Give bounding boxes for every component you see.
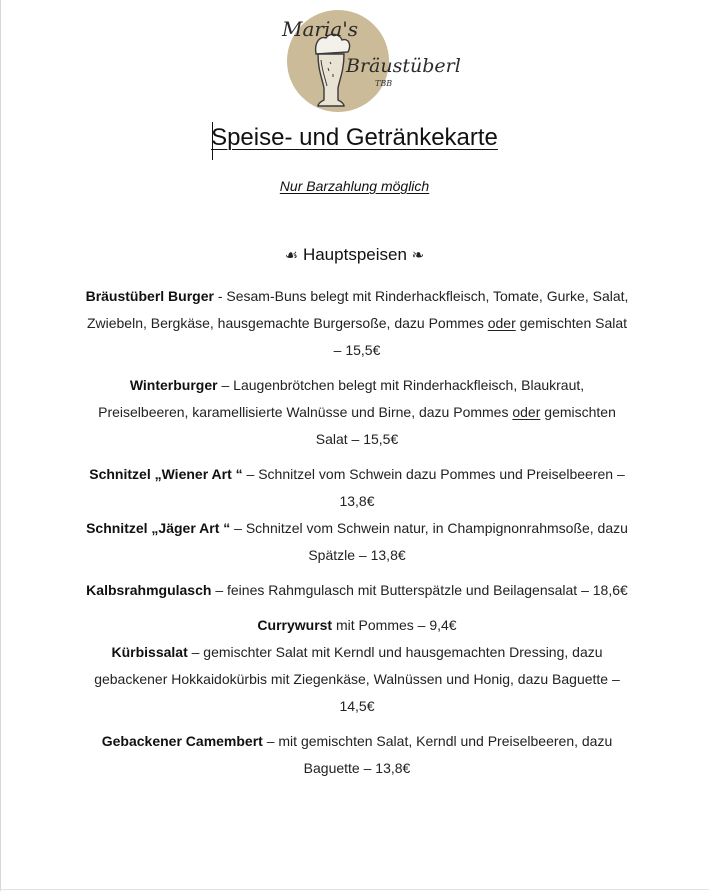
menu-item-name: Schnitzel „Wiener Art “: [89, 466, 243, 482]
page-title: [0, 124, 709, 152]
menu-item-desc: - Sesam-Buns belegt mit Rinderhackfleisch, Tomate, Gurke, Salat, Zwiebeln, Bergkäse, hausgemachte Burgersoße, dazu Pommes: [86, 288, 629, 331]
menu-item-name: Schnitzel „Jäger Art “: [86, 520, 231, 536]
menu-item-desc: mit Pommes – 9,4€: [332, 617, 457, 633]
menu-item-currywurst: [84, 612, 630, 639]
menu-item-desc: – Schnitzel vom Schwein natur, in Champignonrahmsoße, dazu Spätzle – 13,8€: [230, 520, 628, 563]
menu-item-desc-end: gemischten Salat – 15,5€: [315, 404, 616, 447]
menu-item-desc: – Laugenbrötchen belegt mit Rinderhackfleisch, Blaukraut, Preiselbeeren, karamellisierte Walnüsse und Birne, dazu Pommes: [98, 377, 585, 420]
ornament-right-icon: ❧: [411, 247, 425, 264]
payment-note-text: Nur Barzahlung möglich: [279, 178, 430, 194]
menu-item-name: Kalbsrahmgulasch: [86, 582, 212, 598]
menu-item-desc: – Schnitzel vom Schwein dazu Pommes und Preiselbeeren – 13,8€: [242, 466, 625, 509]
restaurant-logo: [272, 4, 462, 116]
menu-item-desc: – gemischter Salat mit Kerndl und hausgemachten Dressing, dazu gebackener Hokkaidokürbis mit Ziegenkäse, Walnüssen und Honig, dazu Baguette – 14,5€: [94, 644, 620, 714]
page-edge-bottom: [0, 889, 709, 890]
menu-item-desc-end: gemischten Salat – 15,5€: [333, 315, 628, 358]
section-heading: [0, 245, 709, 265]
menu-item-underlined: oder: [487, 315, 516, 331]
menu-item-name: Bräustüberl Burger: [85, 288, 214, 304]
section-title: Hauptspeisen: [302, 245, 407, 264]
menu-item-underlined: oder: [512, 404, 541, 420]
menu-item-desc: – feines Rahmgulasch mit Butterspätzle und Beilagensalat – 18,6€: [211, 582, 628, 598]
page-title-text: Speise- und Getränkekarte: [211, 124, 498, 151]
logo-line1: Maria's: [282, 17, 359, 41]
menu-item-kalbsrahmgulasch: [84, 577, 630, 604]
menu-item-desc: – mit gemischten Salat, Kerndl und Preiselbeeren, dazu Baguette – 13,8€: [262, 733, 613, 776]
menu-item-name: Kürbissalat: [111, 644, 188, 660]
menu-item-name: Winterburger: [129, 377, 218, 393]
menu-item-name: Gebackener Camembert: [101, 733, 263, 749]
menu-item-name: Currywurst: [257, 617, 333, 633]
menu-item-gebackener-camembert: [84, 728, 630, 782]
logo-line2: Bräustüberl: [346, 55, 461, 77]
logo-mark: TBB: [375, 79, 393, 88]
ornament-left-icon: ☙: [284, 247, 299, 264]
payment-note: [0, 178, 709, 194]
menu-list: [84, 283, 630, 782]
menu-item-braeustueberl-burger: [84, 283, 630, 364]
menu-item-schnitzel-wiener: [84, 461, 630, 515]
menu-item-winterburger: [84, 372, 630, 453]
menu-item-schnitzel-jaeger: [84, 515, 630, 569]
menu-item-kuerbissalat: [84, 639, 630, 720]
